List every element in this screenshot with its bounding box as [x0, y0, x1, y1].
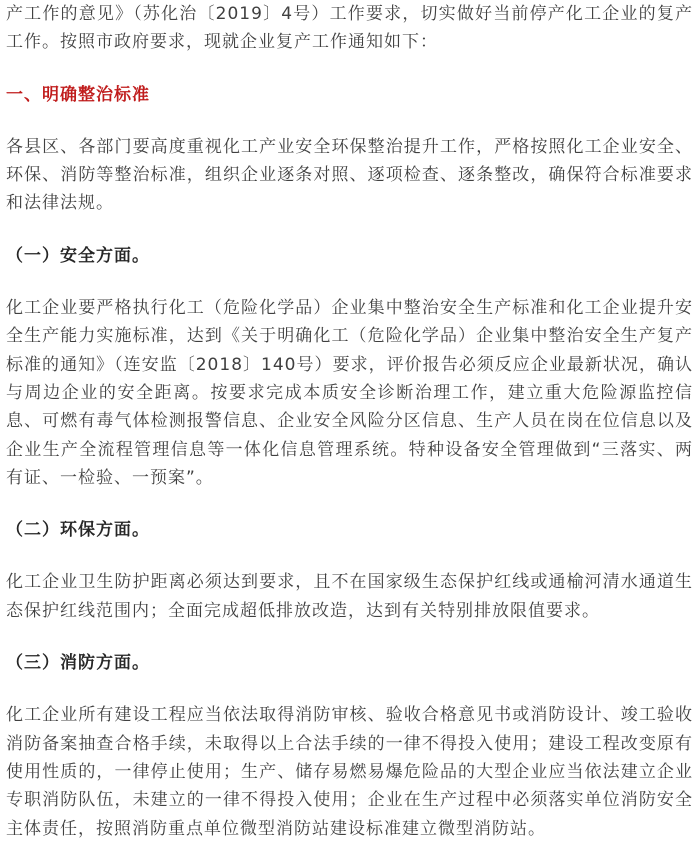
section-1-heading: 一、明确整治标准: [6, 84, 150, 105]
subsection-2-environment-paragraph: 化工企业卫生防护距离必须达到要求，且不在国家级生态保护红线或通榆河清水通道生态保护红线范围内；全面完成超低排放改造，达到有关特别排放限值要求。: [6, 572, 693, 621]
subsection-3-fire-paragraph: 化工企业所有建设工程应当依法取得消防审核、验收合格意见书或消防设计、竣工验收消防备案抽查合格手续，未取得以上合法手续的一律不得投入使用；建设工程改变原有使用性质的，一律停止使用；生产、储存易燃易爆危险品的大型企业应当依法建立企业专职消防队伍，未建立的一律不得投入使用；企业在生产过程中必须落实单位消防安全主体责任，按照消防重点单位微型消防站建设标准建立微型消防站。: [6, 705, 693, 839]
intro-paragraph: 产工作的意见》（苏化治〔2019〕4号）工作要求，切实做好当前停产化工企业的复产工作。按照市政府要求，现就企业复产工作通知如下：: [6, 4, 693, 53]
subsection-3-fire-heading: （三）消防方面。: [6, 653, 150, 674]
subsection-2-environment-heading: （二）环保方面。: [6, 520, 150, 541]
subsection-1-safety-heading: （一）安全方面。: [6, 245, 150, 266]
section-1-lead-paragraph: 各县区、各部门要高度重视化工产业安全环保整治提升工作，严格按照化工企业安全、环保、消防等整治标准，组织企业逐条对照、逐项检查、逐条整改，确保符合标准要求和法律法规。: [6, 136, 693, 214]
subsection-1-safety-paragraph: 化工企业要严格执行化工（危险化学品）企业集中整治安全生产标准和化工企业提升安全生产能力实施标准，达到《关于明确化工（危险化学品）企业集中整治安全生产复产标准的通知》（连安监〔2018〕140号）要求，评价报告必须反应企业最新状况，确认与周边企业的安全距离。按要求完成本质安全诊断治理工作，建立重大危险源监控信息、可燃有毒气体检测报警信息、企业安全风险分区信息、生产人员在岗在位信息以及企业生产全流程管理信息等一体化信息管理系统。特种设备安全管理做到“三落实、两有证、一检验、一预案”。: [6, 298, 693, 488]
